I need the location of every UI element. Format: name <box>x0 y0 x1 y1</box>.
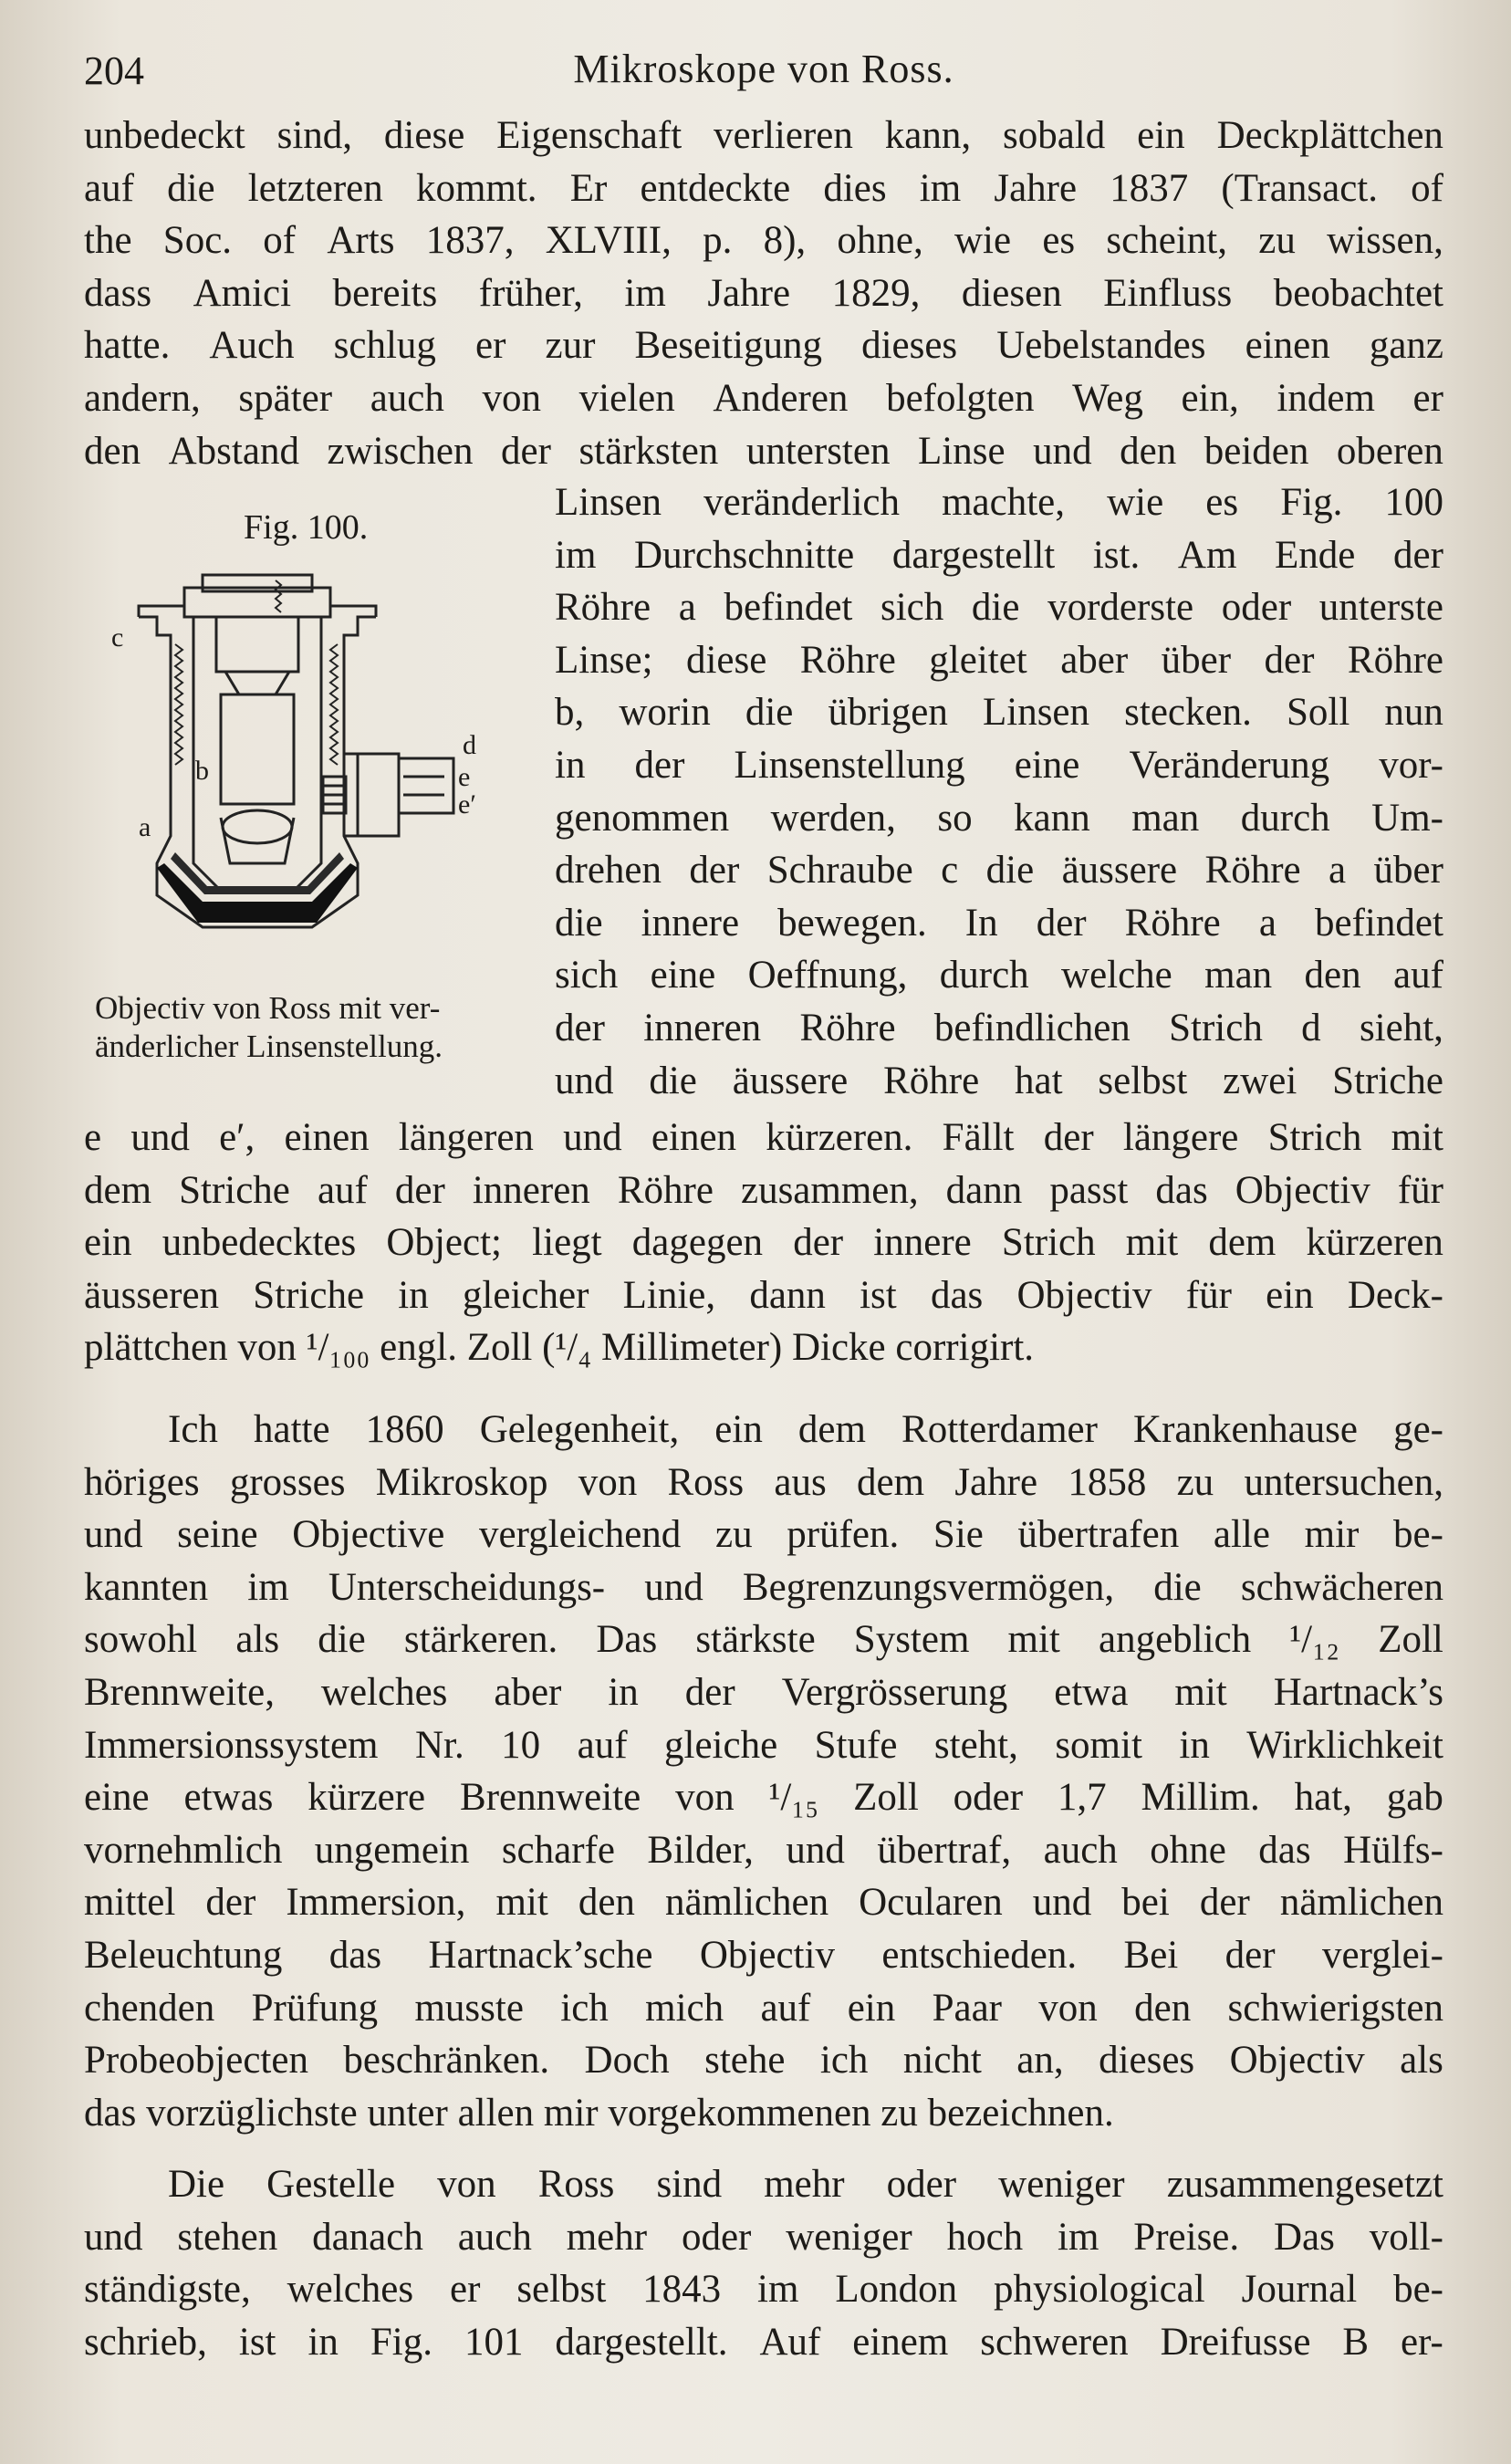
text-line: die innere bewegen. In der Röhre a befindet <box>555 901 1443 945</box>
text-line: das vorzüglichste unter allen mir vorgekommenen zu bezeichnen. <box>84 2091 1114 2135</box>
text-line: the Soc. of Arts 1837, XLVIII, p. 8), ohne, wie es scheint, zu wissen, <box>84 219 1443 263</box>
text-line: e und e′, einen längeren und einen kürzeren. Fällt der längere Strich mit <box>84 1116 1443 1159</box>
text-line: chenden Prüfung musste ich mich auf ein Paar von den schwierigsten <box>84 1986 1443 2030</box>
text-line: vornehmlich ungemein scharfe Bilder, und übertraf, auch ohne das Hülfs- <box>84 1828 1443 1872</box>
text-line: auf die letzteren kommt. Er entdeckte dies im Jahre 1837 (Transact. of <box>84 166 1443 210</box>
text-line: b, worin die übrigen Linsen stecken. Soll nun <box>555 691 1443 735</box>
paragraph-1-beside-figure <box>555 476 1443 1107</box>
objective-cross-section-diagram <box>84 562 540 982</box>
text-line: Beleuchtung das Hartnack’sche Objectiv entschieden. Bei der verglei- <box>84 1933 1443 1977</box>
text-line: höriges grosses Mikroskop von Ross aus dem Jahre 1858 zu untersuchen, <box>84 1460 1443 1504</box>
text-line: Brennweite, welches aber in der Vergrösserung etwa mit Hartnack’s <box>84 1670 1443 1714</box>
text-line: und die äussere Röhre hat selbst zwei Striche <box>555 1059 1443 1102</box>
label-e: e <box>458 762 471 792</box>
paragraph-3 <box>84 2158 1443 2368</box>
text-line: und stehen danach auch mehr oder weniger hoch im Preise. Das voll- <box>84 2215 1443 2259</box>
text-line: Ich hatte 1860 Gelegenheit, ein dem Rotterdamer Krankenhause ge- <box>168 1408 1443 1451</box>
text-line: andern, später auch von vielen Anderen befolgten Weg ein, indem er <box>84 376 1443 420</box>
paragraph-1-continued <box>84 1112 1443 1374</box>
label-e-prime: e′ <box>458 789 476 820</box>
text-line: Immersionssystem Nr. 10 auf gleiche Stufe steht, somit in Wirklichkeit <box>84 1723 1443 1767</box>
text-line: den Abstand zwischen der stärksten untersten Linse und den beiden oberen <box>84 429 1443 473</box>
text-line: eine etwas kürzere Brennweite von ¹/₁₅ Zoll oder 1,7 Millim. hat, gab <box>84 1776 1443 1820</box>
label-d: d <box>463 730 476 760</box>
figure-100 <box>84 507 540 1073</box>
text-line: im Durchschnitte dargestellt ist. Am Ende der <box>555 533 1443 577</box>
paragraph-2 <box>84 1404 1443 2139</box>
text-line: in der Linsenstellung eine Veränderung vor- <box>555 743 1443 787</box>
page-number: 204 <box>84 48 144 93</box>
text-line: dem Striche auf der inneren Röhre zusammen, dann passt das Objectiv für <box>84 1168 1443 1212</box>
text-line: plättchen von ¹/₁₀₀ engl. Zoll (¹/₄ Millimeter) Dicke corrigirt. <box>84 1326 1035 1370</box>
caption-line: änderlicher Linsenstellung. <box>95 1028 443 1064</box>
text-line: Probeobjecten beschränken. Doch stehe ich nicht an, dieses Objectiv als <box>84 2039 1443 2083</box>
text-line: genommen werden, so kann man durch Um- <box>555 796 1443 840</box>
text-line: Röhre a befindet sich die vorderste oder unterste <box>555 586 1443 630</box>
figure-caption <box>95 989 551 1066</box>
text-line: äusseren Striche in gleicher Linie, dann ist das Objectiv für ein Deck- <box>84 1273 1443 1317</box>
text-line: Linse; diese Röhre gleitet aber über der Röhre <box>555 638 1443 682</box>
text-line: drehen der Schraube c die äussere Röhre a über <box>555 849 1443 893</box>
caption-line: Objectiv von Ross mit ver- <box>95 990 441 1026</box>
figure-title: Fig. 100. <box>244 508 369 547</box>
page-header <box>84 38 1443 93</box>
text-line: der inneren Röhre befindlichen Strich d sieht, <box>555 1006 1443 1049</box>
paragraph-1-full-width <box>84 110 1443 477</box>
text-line: sich eine Oeffnung, durch welche man den auf <box>555 954 1443 997</box>
label-a: a <box>139 812 151 842</box>
text-line: Die Gestelle von Ross sind mehr oder weniger zusammengesetzt <box>168 2163 1443 2206</box>
label-c: c <box>111 622 124 653</box>
text-line: und seine Objective vergleichend zu prüfen. Sie übertrafen alle mir be- <box>84 1513 1443 1557</box>
text-line: sowohl als die stärkeren. Das stärkste System mit angeblich ¹/₁₂ Zoll <box>84 1618 1443 1662</box>
text-line: Linsen veränderlich machte, wie es Fig. 100 <box>555 481 1443 524</box>
text-line: schrieb, ist in Fig. 101 dargestellt. Auf einem schweren Dreifusse B er- <box>84 2320 1443 2364</box>
text-line: hatte. Auch schlug er zur Beseitigung dieses Uebelstandes einen ganz <box>84 324 1443 368</box>
text-line: ein unbedecktes Object; liegt dagegen der innere Strich mit dem kürzeren <box>84 1221 1443 1265</box>
text-line: kannten im Unterscheidungs- und Begrenzungsvermögen, die schwächeren <box>84 1565 1443 1609</box>
text-line: ständigste, welches er selbst 1843 im London physiological Journal be- <box>84 2268 1443 2312</box>
text-line: mittel der Immersion, mit den nämlichen Ocularen und bei der nämlichen <box>84 1881 1443 1925</box>
text-line: dass Amici bereits früher, im Jahre 1829, diesen Einfluss beobachtet <box>84 271 1443 315</box>
label-b: b <box>195 756 209 786</box>
running-title: Mikroskope von Ross. <box>573 47 954 91</box>
text-line: unbedeckt sind, diese Eigenschaft verlieren kann, sobald ein Deckplättchen <box>84 114 1443 157</box>
